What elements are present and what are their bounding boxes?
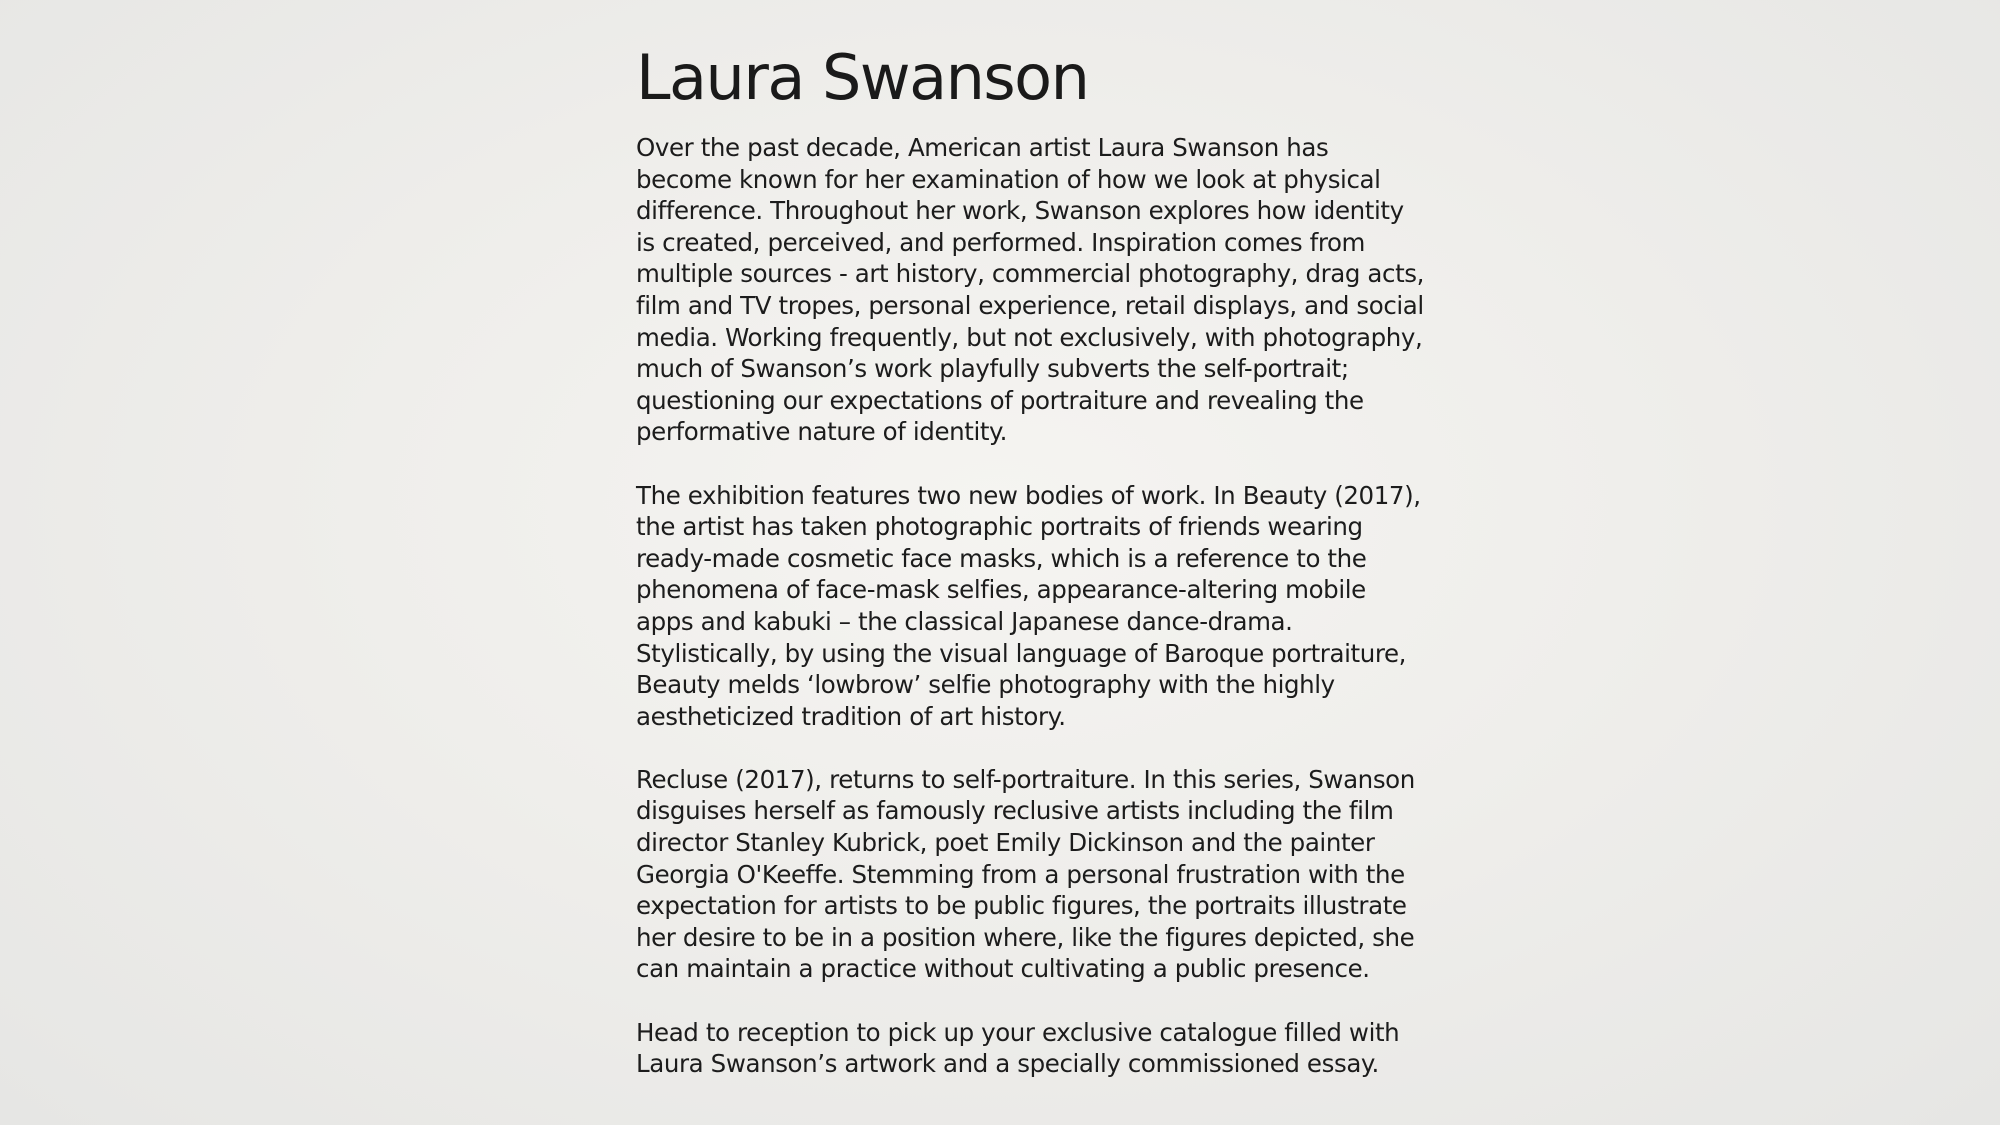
- body-text: [636, 132, 1425, 1080]
- text-line: film and TV tropes, personal experience, retail displays, and social: [636, 290, 1424, 320]
- text-line: questioning our expectations of portraiture and revealing the: [636, 385, 1364, 415]
- text-line: ready-made cosmetic face masks, which is a reference to the: [636, 543, 1367, 573]
- text-line: performative nature of identity.: [636, 417, 1008, 447]
- text-line: difference. Throughout her work, Swanson explores how identity: [636, 196, 1404, 226]
- text-line: aestheticized tradition of art history.: [636, 701, 1066, 731]
- text-line: can maintain a practice without cultivating a public presence.: [636, 954, 1370, 984]
- paragraph-4: [636, 1017, 1400, 1080]
- text-line: is created, perceived, and performed. Inspiration comes from: [636, 227, 1366, 257]
- text-line: Georgia O'Keeffe. Stemming from a personal frustration with the: [636, 859, 1405, 889]
- text-line: The exhibition features two new bodies of work. In Beauty (2017),: [636, 480, 1421, 510]
- text-line: apps and kabuki – the classical Japanese dance-drama.: [636, 606, 1293, 636]
- text-line: Recluse (2017), returns to self-portraiture. In this series, Swanson: [636, 764, 1415, 794]
- paragraph-3: [636, 764, 1415, 985]
- text-line: her desire to be in a position where, like the figures depicted, she: [636, 922, 1415, 952]
- text-line: Beauty melds ‘lowbrow’ selfie photography with the highly: [636, 670, 1335, 700]
- text-line: expectation for artists to be public figures, the portraits illustrate: [636, 891, 1407, 921]
- wall-text-panel: [636, 38, 1425, 1080]
- text-line: much of Swanson’s work playfully subverts the self-portrait;: [636, 354, 1349, 384]
- text-line: Stylistically, by using the visual language of Baroque portraiture,: [636, 638, 1407, 668]
- text-line: Laura Swanson’s artwork and a specially commissioned essay.: [636, 1049, 1379, 1079]
- page-title: Laura Swanson: [636, 41, 1089, 114]
- text-line: the artist has taken photographic portraits of friends wearing: [636, 512, 1363, 542]
- text-line: director Stanley Kubrick, poet Emily Dickinson and the painter: [636, 828, 1375, 858]
- text-line: Head to reception to pick up your exclusive catalogue filled with: [636, 1017, 1400, 1047]
- text-line: phenomena of face-mask selfies, appearance-altering mobile: [636, 575, 1366, 605]
- paragraph-2: [636, 480, 1421, 733]
- text-line: media. Working frequently, but not exclusively, with photography,: [636, 322, 1423, 352]
- paragraph-1: [636, 132, 1425, 448]
- text-line: multiple sources - art history, commercial photography, drag acts,: [636, 259, 1425, 289]
- text-line: become known for her examination of how we look at physical: [636, 164, 1381, 194]
- text-line: disguises herself as famously reclusive artists including the film: [636, 796, 1394, 826]
- text-line: Over the past decade, American artist Laura Swanson has: [636, 133, 1329, 162]
